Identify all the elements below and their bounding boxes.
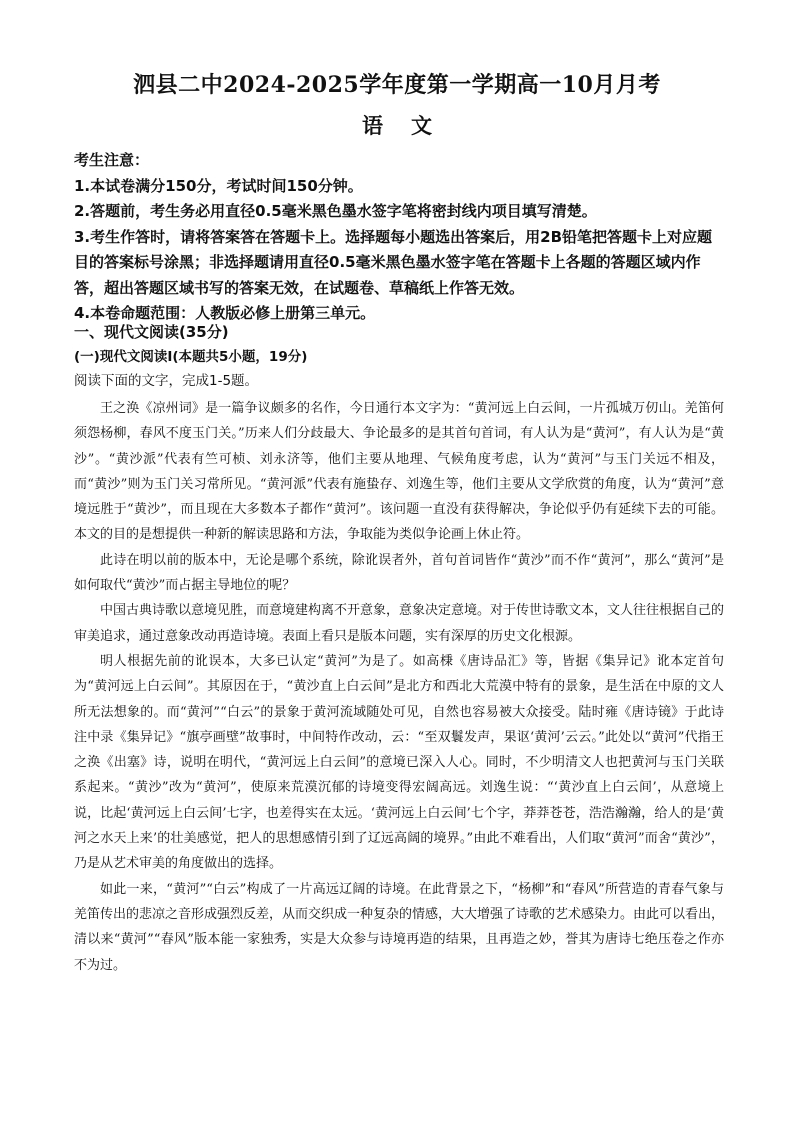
subsection-heading: (一)现代文阅读Ⅰ(本题共5小题，19分)	[74, 349, 308, 365]
passage-paragraph: 此诗在明以前的版本中，无论是哪个系统，除讹误者外，首句首词皆作“黄沙”而不作“黄河”，那么“黄河”是如何取代“黄沙”而占据主导地位的呢？	[74, 552, 724, 594]
notice-heading: 考生注意：	[74, 151, 150, 169]
section-heading: 一、现代文阅读(35分)	[74, 323, 229, 341]
notice-item: 3.考生作答时，请将答案答在答题卡上。选择题每小题选出答案后，用2B铅笔把答题卡上对应题目的答案标号涂黑；非选择题请用直径0.5毫米黑色墨水签字笔在答题卡上各题的答题区域内作答，超出答题区域书写的答案无效，在试题卷、草稿纸上作答无效。	[74, 227, 713, 297]
passage-paragraph: 明人根据先前的讹误本，大多已认定“黄河”为是了。如高棅《唐诗品汇》等，皆据《集异记》讹本定首句为“黄河远上白云间”。其原因在于，“黄沙直上白云间”是北方和西北大荒漠中特有的景象，是生活在中原的文人所无法想象的。而“黄河”“白云”的景象于黄河流域随处可见，自然也容易被大众接受。陆时雍《唐诗镜》于此诗注中录《集异记》“旗亭画壁”故事时，中间特作改动，云：“至双鬟发声，果讴‘黄河’云云。”此处以“黄河”代指王之涣《出塞》诗，说明在明代，“黄河远上白云间”的意境已深入人心。同时，不少明清文人也把黄河与玉门关联系起来。“黄沙”改为“黄河”，使原来荒漠沉郁的诗境变得宏阔高远。刘逸生说：“‘黄沙直上白云间’，从意境上说，比起‘黄河远上白云间’七字，也差得实在太远。‘黄河远上白云间’七个字，莽莽苍苍，浩浩瀚瀚，给人的是‘黄河之水天上来’的壮美感觉，把人的思想感情引到了辽远高阔的境界。”由此不难看出，人们取“黄河”而舍“黄沙”，乃是从艺术审美的角度做出的选择。	[74, 653, 724, 872]
passage-paragraph: 中国古典诗歌以意境见胜，而意境建构离不开意象，意象决定意境。对于传世诗歌文本，文人往往根据自己的审美追求，通过意象改动再造诗境。表面上看只是版本问题，实有深厚的历史文化根源。	[74, 603, 725, 644]
passage-paragraph: 王之涣《凉州词》是一篇争议颇多的名作，今日通行本文字为：“黄河远上白云间，一片孤城万仞山。羌笛何须怨杨柳，春风不度玉门关。”历来人们分歧最大、争论最多的是其首句首词，有人认为是“黄河”，有人认为是“黄沙”。“黄沙派”代表有竺可桢、刘永济等，他们主要从地理、气候角度考虑，认为“黄河”与玉门关远不相及，而“黄沙”则为玉门关习常所见。“黄河派”代表有施蛰存、刘逸生等，他们主要从文学欣赏的角度，认为“黄河”意境远胜于“黄沙”，而且现在大多数本子都作“黄河”。该问题一直没有获得解决，争论似乎仍有延续下去的可能。本文的目的是想提供一种新的解读思路和方法，争取能为类似争论画上休止符。	[74, 401, 724, 543]
subject-title: 语文	[362, 113, 460, 138]
candidate-notice	[74, 148, 724, 327]
reading-passage	[74, 396, 724, 978]
notice-item: 1.本试卷满分150分，考试时间150分钟。	[74, 176, 363, 195]
passage-paragraph: 如此一来，“黄河”“白云”构成了一片高远辽阔的诗境。在此背景之下，“杨柳”和“春风”所营造的青春气象与羌笛传出的悲凉之音形成强烈反差，从而交织成一种复杂的情感，大大增强了诗歌的艺术感染力。由此可以看出，清以来“黄河”“春风”版本能一家独秀，实是大众参与诗境再造的结果，且再造之妙，誉其为唐诗七绝压卷之作亦不为过。	[74, 881, 725, 973]
notice-item: 4.本卷命题范围：人教版必修上册第三单元。	[74, 304, 376, 322]
reading-instruction: 阅读下面的文字，完成1-5题。	[74, 373, 259, 389]
exam-title: 泗县二中2024-2025学年度第一学期高一10月月考	[133, 72, 661, 98]
notice-item: 2.答题前，考生务必用直径0.5毫米黑色墨水签字笔将密封线内项目填写清楚。	[74, 202, 597, 220]
